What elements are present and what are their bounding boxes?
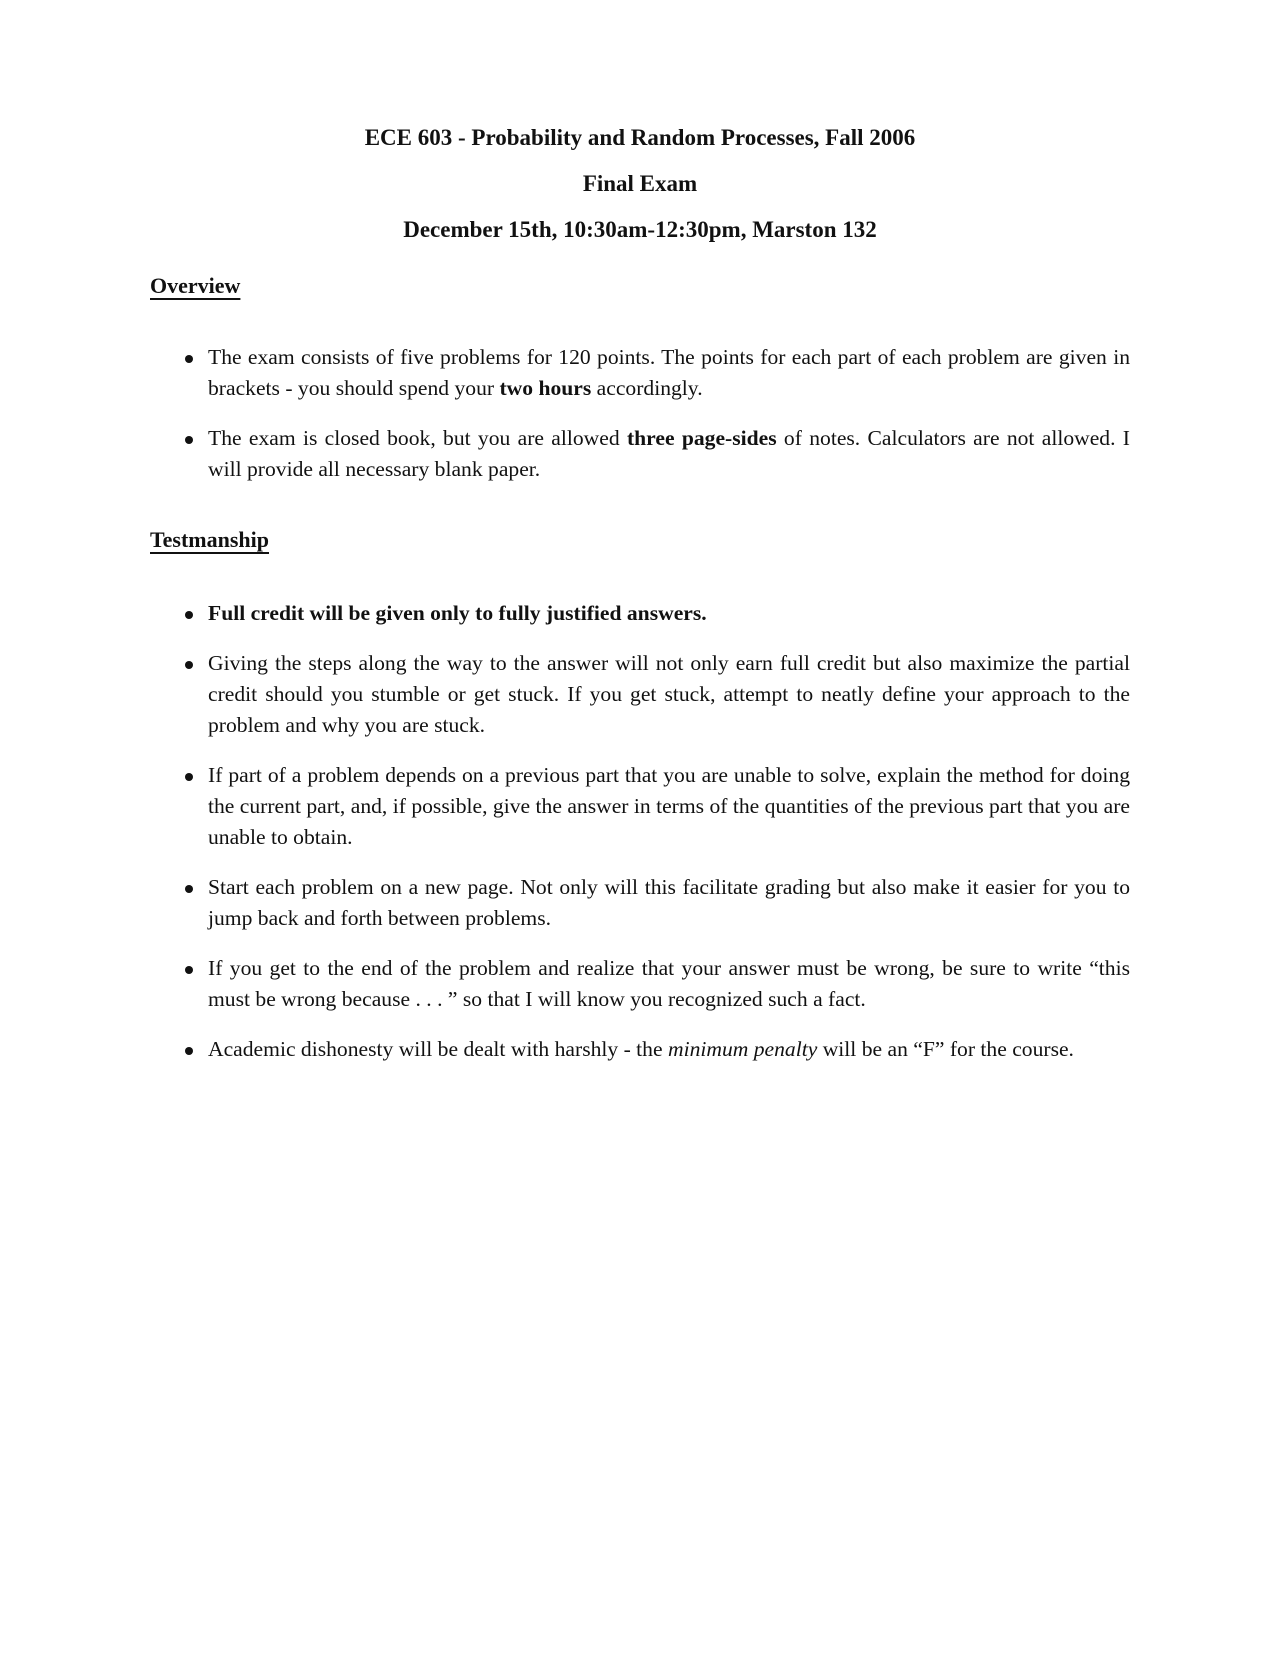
list-item: [180, 760, 1130, 853]
bullet-icon: [185, 611, 193, 619]
item-text: accordingly.: [591, 376, 703, 400]
list-item: [180, 423, 1130, 485]
list-item: [180, 872, 1130, 934]
item-bold-text: Full credit will be given only to fully justified answers.: [208, 601, 707, 625]
item-text: of notes. Calculators are not allowed. I will provide all necessary blank paper.: [208, 426, 1130, 481]
item-bold-text: two hours: [499, 376, 592, 400]
item-italic-text: minimum penalty: [667, 1037, 818, 1061]
item-text: Start each problem on a new page. Not only will this facilitate grading but also make it easier for you to jump back and forth between problems.: [208, 875, 1130, 930]
list-item: [180, 648, 1130, 741]
bullet-icon: [185, 1047, 193, 1055]
bullet-icon: [185, 661, 193, 669]
overview-list: [180, 342, 1130, 504]
item-text: The exam consists of five problems for 120 points. The points for each part of each problem are given in brackets - you should spend your: [208, 345, 1130, 400]
list-item: [180, 342, 1130, 404]
overview-heading: Overview: [150, 273, 241, 298]
bullet-icon: [185, 885, 193, 893]
bullet-icon: [185, 773, 193, 781]
testmanship-list: [180, 598, 1130, 1084]
item-text: The exam is closed book, but you are allowed: [208, 426, 627, 450]
testmanship-heading: Testmanship: [150, 527, 270, 552]
bullet-icon: [185, 966, 193, 974]
item-text: Giving the steps along the way to the answer will not only earn full credit but also maximize the partial credit should you stumble or get stuck. If you get stuck, attempt to neatly define your approach to the problem and why you are stuck.: [208, 651, 1130, 737]
exam-title: Final Exam: [582, 171, 698, 196]
item-text: If part of a problem depends on a previous part that you are unable to solve, explain the method for doing the current part, and, if possible, give the answer in terms of the quantities of the previous part that you are unable to obtain.: [208, 763, 1130, 849]
item-text: Academic dishonesty will be dealt with harshly - the: [208, 1037, 668, 1061]
list-item: [180, 1034, 1130, 1065]
exam-details: December 15th, 10:30am-12:30pm, Marston 132: [403, 217, 877, 242]
list-item: [180, 598, 1130, 629]
list-item: [180, 953, 1130, 1015]
item-text: will be an “F” for the course.: [817, 1037, 1074, 1061]
course-title: ECE 603 - Probability and Random Processes, Fall 2006: [364, 125, 916, 150]
item-text: If you get to the end of the problem and realize that your answer must be wrong, be sure to write “this must be wrong because . . . ” so that I will know you recognized such a fact.: [208, 956, 1130, 1011]
bullet-icon: [185, 355, 193, 363]
item-bold-text: three page-sides: [626, 426, 777, 450]
bullet-icon: [185, 436, 193, 444]
